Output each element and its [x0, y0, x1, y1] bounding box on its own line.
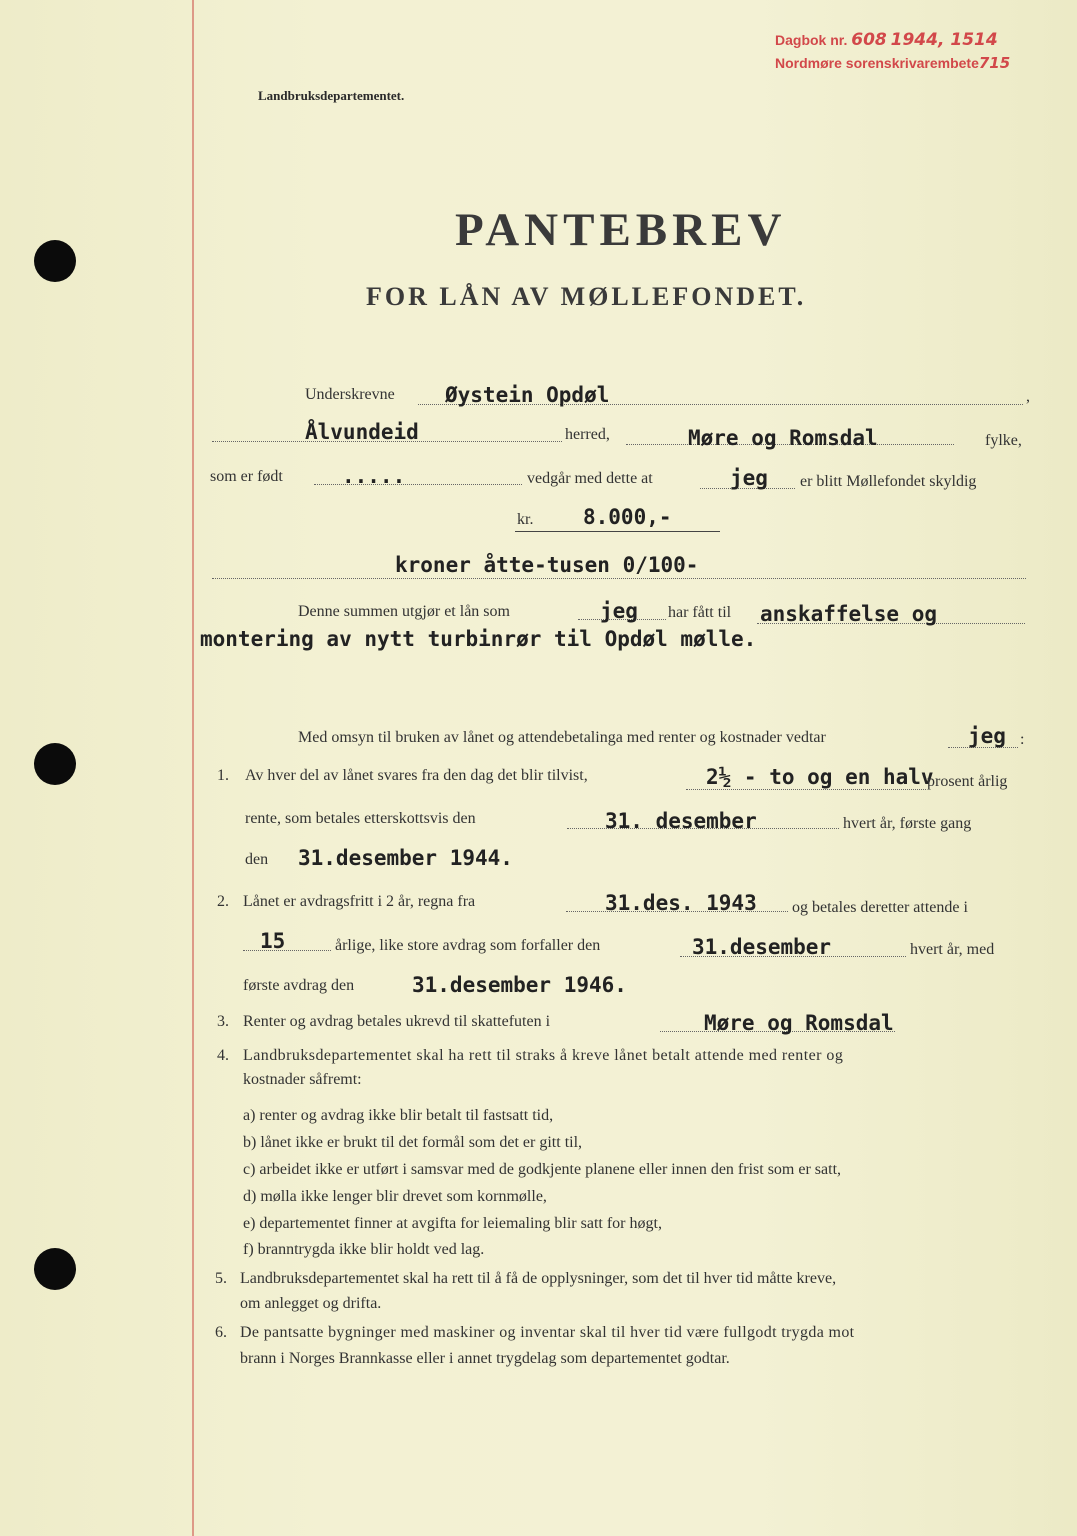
- tax-county: Møre og Romsdal: [704, 1011, 894, 1035]
- fylke-label: fylke,: [985, 432, 1022, 449]
- fodd-label: som er født: [210, 468, 283, 485]
- punch-hole: [34, 743, 76, 785]
- stamp-page: 715: [978, 54, 1011, 72]
- stamp-office: Nordmøre sorenskrivarembete: [775, 55, 979, 71]
- free-from-date: 31.des. 1943: [605, 891, 757, 915]
- birth-value: .....: [342, 464, 406, 488]
- purpose-line1: anskaffelse og: [760, 602, 938, 626]
- place-value: Ålvundeid: [305, 420, 419, 444]
- condition-b: b) lånet ikke er brukt til det formål som det er gitt til,: [243, 1134, 583, 1151]
- stamp-prefix: Dagbok nr.: [775, 32, 848, 48]
- condition-c: c) arbeidet ikke er utført i samsvar med de godkjente planene eller innen den frist som er satt,: [243, 1161, 842, 1178]
- first-interest-date: 31.desember 1944.: [298, 846, 513, 870]
- punch-hole: [34, 240, 76, 282]
- margin-rule: [192, 0, 194, 1536]
- first-installment-date: 31.desember 1946.: [412, 973, 627, 997]
- document-page: Dagbok nr. 608 1944, 1514 Nordmøre sorenskrivarembete715 Landbruksdepartementet. PANTEBREV FOR LÅN AV MØLLEFONDET. Underskrevne Øystein Opdøl , Ålvundeid herred, Møre og Romsdal fylke, som er født ..... vedgår med dette at jeg er blitt Møllefondet skyldig kr. 8.000,- kroner åtte-tusen 0/100- Denne summen utgjør et lån som jeg har fått til anskaffelse og montering av nytt turbinrør til Opdøl mølle. Med omsyn til bruken av lånet og attendebetalinga med renter og kostnader vedtar jeg : 1. Av hver del av lånet svares fra den dag det blir tilvist, 2½ - to og en halv prosent årlig rente, som betales etterskottsvis den 31. desember hvert år, første gang den 31.desember 1944. 2. Lånet er avdragsfritt i 2 år, regna fra 31.des. 1943 og betales deretter attende i 15 årlige, like store avdrag som forfaller den 31.desember hvert år, med første avdrag den 31.desember 1946. 3. Renter og avdrag betales ukrevd til skattefuten i Møre og Romsdal 4. Landbruksdepartementet skal ha rett til straks å kreve lånet betalt attende med renter og kostnader såfremt: a) renter og avdrag ikke blir betalt til fastsatt tid, b) lånet ikke er brukt til det formål som det er gitt til, c) arbeidet ikke er utført i samsvar med de godkjente planene eller innen den frist som er satt, d) mølla ikke lenger blir drevet som kornmølle, e) departementet finner at avgifta for leiemaling blir satt for høgt, f) branntrygda ikke blir holdt ved lag. 5. Landbruksdepartementet skal ha rett til å få de opplysninger, som det til hver tid måtte kreve, om anlegget og drifta. 6. De pantsatte bygninger med maskiner og inventar skal til hver tid være fullgodt trygda mot brann i Norges Brannkasse eller i annet trygdelag som departementet godtar.: [0, 0, 1077, 1536]
- vedgar-label: vedgår med dette at: [527, 470, 653, 487]
- stamp-office-line: [775, 54, 1010, 72]
- underskrevne-label: Underskrevne: [305, 386, 395, 403]
- document-title: PANTEBREV: [455, 204, 787, 256]
- denne-label: Denne summen utgjør et lån som: [298, 603, 510, 620]
- intro-pronoun: jeg: [968, 724, 1006, 748]
- installment-due: 31.desember: [692, 935, 832, 959]
- pronoun-value: jeg: [730, 466, 768, 490]
- amount-value: 8.000,-: [583, 505, 672, 529]
- borrower-name: Øystein Opdøl: [445, 383, 610, 407]
- intro-text: Med omsyn til bruken av lånet og attendebetalinga med renter og kostnader vedtar: [298, 729, 826, 746]
- herred-label: herred,: [565, 426, 610, 443]
- installment-count: 15: [260, 929, 286, 953]
- condition-d: d) mølla ikke lenger blir drevet som kornmølle,: [243, 1188, 547, 1205]
- department-heading: Landbruksdepartementet.: [258, 88, 405, 103]
- interest-rate: 2½ - to og en halv: [706, 765, 934, 789]
- condition-a: a) renter og avdrag ikke blir betalt til fastsatt tid,: [243, 1107, 554, 1124]
- document-subtitle: FOR LÅN AV MØLLEFONDET.: [366, 282, 807, 311]
- condition-e: e) departementet finner at avgifta for leiemaling blir satt for høgt,: [243, 1215, 662, 1232]
- pronoun2-value: jeg: [600, 599, 638, 623]
- journal-stamp: Dagbok nr. 608 1944, 1514: [775, 30, 998, 50]
- har-fatt-label: har fått til: [668, 604, 732, 621]
- skyldig-label: er blitt Møllefondet skyldig: [800, 473, 977, 490]
- term1-text: Av hver del av lånet svares fra den dag det blir tilvist,: [245, 767, 588, 784]
- punch-hole: [34, 1248, 76, 1290]
- amount-words: kroner åtte-tusen 0/100-: [395, 553, 699, 577]
- county-value: Møre og Romsdal: [688, 426, 878, 450]
- kr-label: kr.: [517, 511, 534, 528]
- stamp-year: 1944: [890, 30, 938, 50]
- condition-f: f) branntrygda ikke blir holdt ved lag.: [243, 1241, 485, 1258]
- stamp-extra: 1514: [950, 30, 998, 50]
- stamp-number: 608: [851, 30, 887, 50]
- interest-date: 31. desember: [605, 809, 757, 833]
- purpose-line2: montering av nytt turbinrør til Opdøl mølle.: [200, 627, 757, 651]
